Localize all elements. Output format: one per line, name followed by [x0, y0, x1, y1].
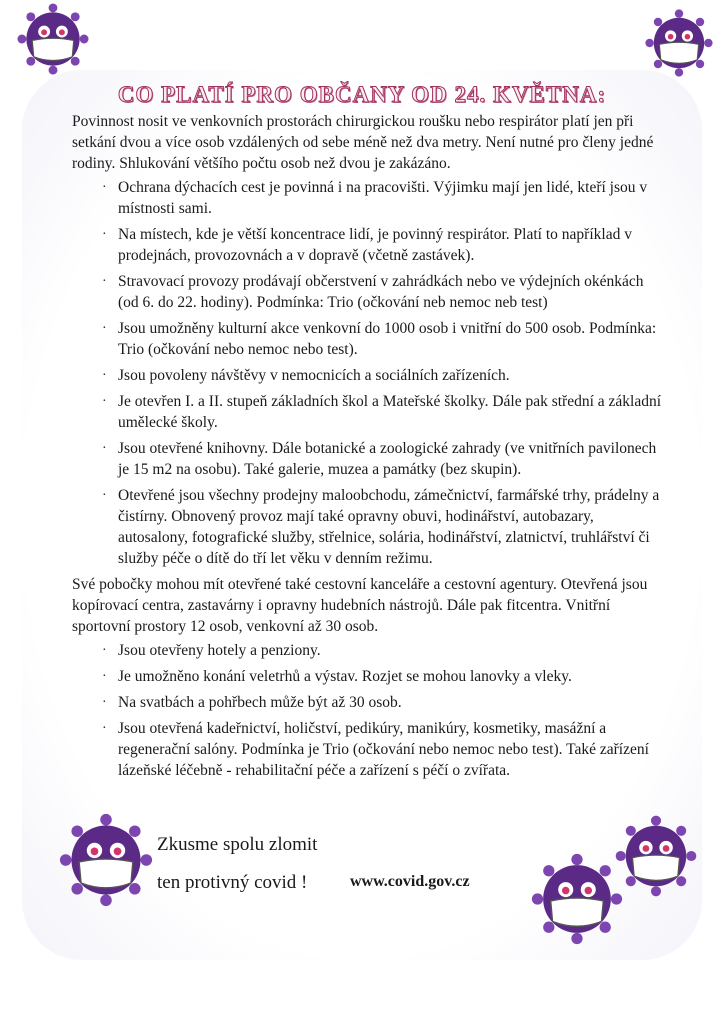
- bullet-icon: ·: [102, 488, 107, 503]
- virus-mascot-icon-bottom-center-right: [530, 852, 624, 946]
- list-item: · Je umožněno konání veletrhů a výstav. Rozjet se mohou lanovky a vleky.: [102, 668, 572, 685]
- bullet-icon: ·: [102, 441, 107, 456]
- virus-mascot-icon-top-right: [644, 8, 714, 78]
- list-item: · Je otevřen I. a II. stupeň základních škol a Mateřské školky. Dále pak střední a základní umělecké školy.: [102, 393, 662, 431]
- slogan-line-2: ten protivný covid !: [157, 872, 308, 893]
- page-title: CO PLATÍ PRO OBČANY OD 24. KVĚTNA:: [117, 82, 607, 107]
- bullet-icon: ·: [102, 695, 107, 710]
- content-body: [72, 111, 662, 786]
- list-item: · Stravovací provozy prodávají občerstvení v zahrádkách nebo ve výdejních okénkách (od 6. do 22. hodiny). Podmínka: Trio (očkování neb nemoc neb test): [102, 273, 644, 311]
- bullet-icon: ·: [102, 669, 107, 684]
- bullet-icon: ·: [102, 227, 107, 242]
- slogan-line-1: Zkusme spolu zlomit: [157, 834, 318, 855]
- virus-mascot-icon-bottom-right: [614, 814, 698, 898]
- list-item: · Na svatbách a pohřbech může být až 30 osob.: [102, 694, 402, 711]
- middle-paragraph: Své pobočky mohou mít otevřené také cestovní kanceláře a cestovní agentury. Otevřená jsou kopírovací centra, zastavárny i opravny hudebních nástrojů. Dále pak fitcentra. Vnitřní sportovní prostory 12 osob, venkovní až 30 osob.: [72, 576, 648, 635]
- list-item: · Jsou otevřené knihovny. Dále botanické a zoologické zahrady (ve vnitřních pavilonech je 15 m2 na osobu). Také galerie, muzea a památky (bez skupin).: [102, 440, 657, 478]
- list-item: · Otevřené jsou všechny prodejny maloobchodu, zámečnictví, farmářské trhy, prádelny a čistírny. Obnovený provoz mají také opravny obuvi, hodinářství, autobazary, autosalony, fotografické služby, střelnice, solária, hodinářství, zlatnictví, truhlářství či služby péče o dítě do tří let věku v denním režimu.: [102, 487, 660, 567]
- bullet-icon: ·: [102, 321, 107, 336]
- bullet-icon: ·: [102, 368, 107, 383]
- bullet-icon: ·: [102, 394, 107, 409]
- list-item: · Na místech, kde je větší koncentrace lidí, je povinný respirátor. Platí to například v prodejnách, provozovnách a v dopravě (včetně zastávek).: [102, 226, 632, 264]
- virus-mascot-icon-bottom-left: [58, 812, 154, 908]
- bullet-icon: ·: [102, 643, 107, 658]
- list-item: · Jsou povoleny návštěvy v nemocnicích a sociálních zařízeních.: [102, 367, 510, 384]
- intro-paragraph: Povinnost nosit ve venkovních prostorách chirurgickou roušku nebo respirátor platí jen při setkání dvou a více osob vzdálených od sebe méně než dva metry. Není nutné pro členy jedné rodiny. Shlukování většího počtu osob než dvou je zakázáno.: [72, 113, 654, 172]
- list-item: · Jsou otevřená kadeřnictví, holičství, pedikúry, manikúry, kosmetiky, masážní a regenerační salóny. Podmínka je Trio (očkování nebo nemoc nebo test). Také zařízení lázeňské léčebně - rehabilitační péče a zařízení s péčí o zvířata.: [102, 720, 649, 779]
- bullet-icon: ·: [102, 180, 107, 195]
- list-item: · Jsou otevřeny hotely a penziony.: [102, 642, 321, 659]
- list-item: · Ochrana dýchacích cest je povinná i na pracovišti. Výjimku mají jen lidé, kteří jsou v místnosti sami.: [102, 179, 648, 217]
- bullet-list-a: [72, 177, 662, 569]
- bullet-icon: ·: [102, 721, 107, 736]
- virus-mascot-icon-top-left: [16, 2, 90, 76]
- bullet-list-b: [72, 640, 662, 781]
- bullet-icon: ·: [102, 274, 107, 289]
- list-item: · Jsou umožněny kulturní akce venkovní do 1000 osob i vnitřní do 500 osob. Podmínka: Trio (očkování nebo nemoc nebo test).: [102, 320, 657, 358]
- website-link[interactable]: www.covid.gov.cz: [350, 873, 470, 890]
